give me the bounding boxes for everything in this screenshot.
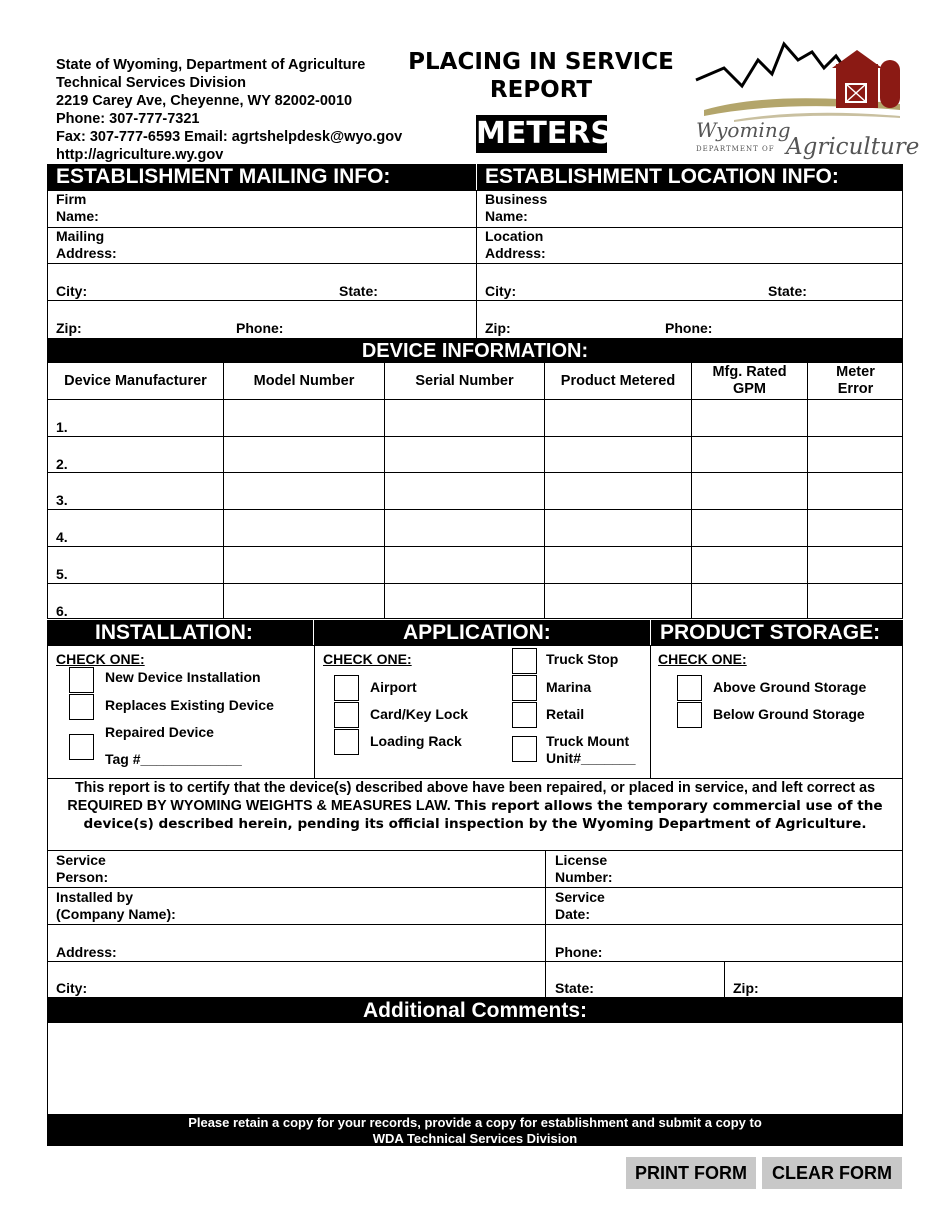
meters-badge: METERS: [476, 116, 613, 151]
clear-form-button[interactable]: CLEAR FORM: [762, 1157, 902, 1189]
tag-number-field[interactable]: Tag #_____________: [105, 751, 242, 767]
options-header-bar: [47, 620, 903, 646]
location-zip-field[interactable]: Zip:: [485, 320, 511, 336]
firm-name-field[interactable]: Firm Name:: [56, 191, 99, 224]
col-device-manufacturer: Device Manufacturer: [64, 373, 207, 389]
installation-header: INSTALLATION:: [95, 621, 253, 644]
above-ground-checkbox[interactable]: [677, 675, 702, 701]
retail-label: Retail: [546, 706, 585, 722]
license-number-field[interactable]: License Number:: [555, 852, 613, 885]
logo-word-agriculture: Agriculture: [786, 134, 920, 160]
truck-stop-checkbox[interactable]: [512, 648, 537, 674]
establishment-grid: [47, 190, 903, 339]
truck-stop-label: Truck Stop: [546, 651, 619, 667]
application-header: APPLICATION:: [403, 621, 551, 644]
installation-check-one: CHECK ONE:: [56, 651, 145, 667]
col-serial-number: Serial Number: [415, 373, 514, 389]
replaces-device-checkbox[interactable]: [69, 694, 94, 720]
agency-name: State of Wyoming, Department of Agriculture: [56, 57, 366, 73]
print-form-button[interactable]: PRINT FORM: [626, 1157, 756, 1189]
establishment-header-bar: [47, 164, 903, 191]
service-date-field[interactable]: Service Date:: [555, 889, 605, 922]
form-title: PLACING IN SERVICE REPORT: [408, 49, 674, 103]
col-meter-error: Meter Error: [836, 364, 875, 397]
marina-checkbox[interactable]: [512, 675, 537, 701]
device-row[interactable]: 5.: [56, 566, 68, 582]
logo-small-text: DEPARTMENT OF: [696, 145, 775, 153]
repaired-device-checkbox[interactable]: [69, 734, 94, 760]
agency-address-block: [56, 56, 402, 164]
below-ground-label: Below Ground Storage: [713, 706, 865, 722]
device-row[interactable]: 3.: [56, 492, 68, 508]
certification-temporary-use: This report allows the temporary commercial use of the device(s) described herein, pending its official inspection by the Wyoming Department of Agriculture.: [83, 798, 883, 832]
location-state-field[interactable]: State:: [768, 283, 807, 299]
below-ground-checkbox[interactable]: [677, 702, 702, 728]
footer-instructions: [47, 1114, 903, 1146]
col-product-metered: Product Metered: [560, 373, 676, 389]
mailing-header: ESTABLISHMENT MAILING INFO:: [56, 165, 391, 188]
device-row[interactable]: 1.: [56, 419, 68, 435]
loading-rack-checkbox[interactable]: [334, 729, 359, 755]
location-address-field[interactable]: Location Address:: [485, 228, 546, 261]
device-row[interactable]: 2.: [56, 456, 68, 472]
service-phone-field[interactable]: Phone:: [555, 944, 603, 960]
agency-fax-email: Fax: 307-777-6593 Email: agrtshelpdesk@wyo.gov: [56, 129, 403, 145]
location-phone-field[interactable]: Phone:: [665, 320, 713, 336]
logo-word-wyoming: Wyoming: [696, 118, 791, 142]
marina-label: Marina: [546, 679, 592, 695]
airport-checkbox[interactable]: [334, 675, 359, 701]
truck-mount-checkbox[interactable]: [512, 736, 537, 762]
replaces-device-label: Replaces Existing Device: [105, 697, 274, 713]
application-check-one: CHECK ONE:: [323, 651, 412, 667]
location-city-field[interactable]: City:: [485, 283, 517, 299]
location-header: ESTABLISHMENT LOCATION INFO:: [485, 165, 839, 188]
mailing-phone-field[interactable]: Phone:: [236, 320, 284, 336]
mailing-city-field[interactable]: City:: [56, 283, 88, 299]
business-name-field[interactable]: Business Name:: [485, 191, 548, 224]
comments-header: Additional Comments:: [47, 998, 903, 1023]
truck-mount-label: Truck Mount Unit#_______: [546, 733, 636, 766]
repaired-device-label: Repaired Device: [105, 724, 214, 740]
col-model-number: Model Number: [253, 373, 355, 389]
card-key-lock-checkbox[interactable]: [334, 702, 359, 728]
retail-checkbox[interactable]: [512, 702, 537, 728]
installed-by-field[interactable]: Installed by (Company Name):: [56, 889, 176, 922]
wda-logo: [694, 38, 920, 162]
device-row[interactable]: 4.: [56, 529, 68, 545]
loading-rack-label: Loading Rack: [370, 733, 462, 749]
agency-division: Technical Services Division: [56, 75, 246, 91]
certification-text: [54, 779, 896, 833]
storage-check-one: CHECK ONE:: [658, 651, 747, 667]
service-zip-field[interactable]: Zip:: [733, 980, 759, 996]
service-address-field[interactable]: Address:: [56, 944, 117, 960]
mailing-state-field[interactable]: State:: [339, 283, 378, 299]
storage-header: PRODUCT STORAGE:: [660, 621, 881, 644]
new-device-label: New Device Installation: [105, 669, 261, 685]
above-ground-label: Above Ground Storage: [713, 679, 867, 695]
service-city-field[interactable]: City:: [56, 980, 88, 996]
service-person-field[interactable]: Service Person:: [56, 852, 109, 885]
card-key-lock-label: Card/Key Lock: [370, 706, 469, 722]
footer-line-1: Please retain a copy for your records, provide a copy for establishment and submit a copy to: [188, 1115, 762, 1130]
mailing-address-field[interactable]: Mailing Address:: [56, 228, 117, 261]
col-mfg-rated-gpm: Mfg. Rated GPM: [712, 364, 787, 397]
mailing-zip-field[interactable]: Zip:: [56, 320, 82, 336]
agency-street: 2219 Carey Ave, Cheyenne, WY 82002-0010: [56, 93, 353, 109]
device-table: [47, 362, 903, 619]
certification-statement: This report is to certify that the device(s) described above have been repaired, or placed in service, and left correct as REQUIRED BY WYOMING WEIGHTS & MEASURES LAW.: [67, 780, 876, 814]
footer-line-2: WDA Technical Services Division: [372, 1130, 578, 1146]
agency-website: http://agriculture.wy.gov: [56, 147, 224, 163]
device-info-header: DEVICE INFORMATION:: [47, 339, 903, 363]
agency-phone: Phone: 307-777-7321: [56, 111, 200, 127]
comments-textarea[interactable]: [47, 1022, 903, 1115]
service-state-field[interactable]: State:: [555, 980, 594, 996]
device-row[interactable]: 6.: [56, 603, 68, 619]
airport-label: Airport: [370, 679, 417, 695]
new-device-checkbox[interactable]: [69, 667, 94, 693]
